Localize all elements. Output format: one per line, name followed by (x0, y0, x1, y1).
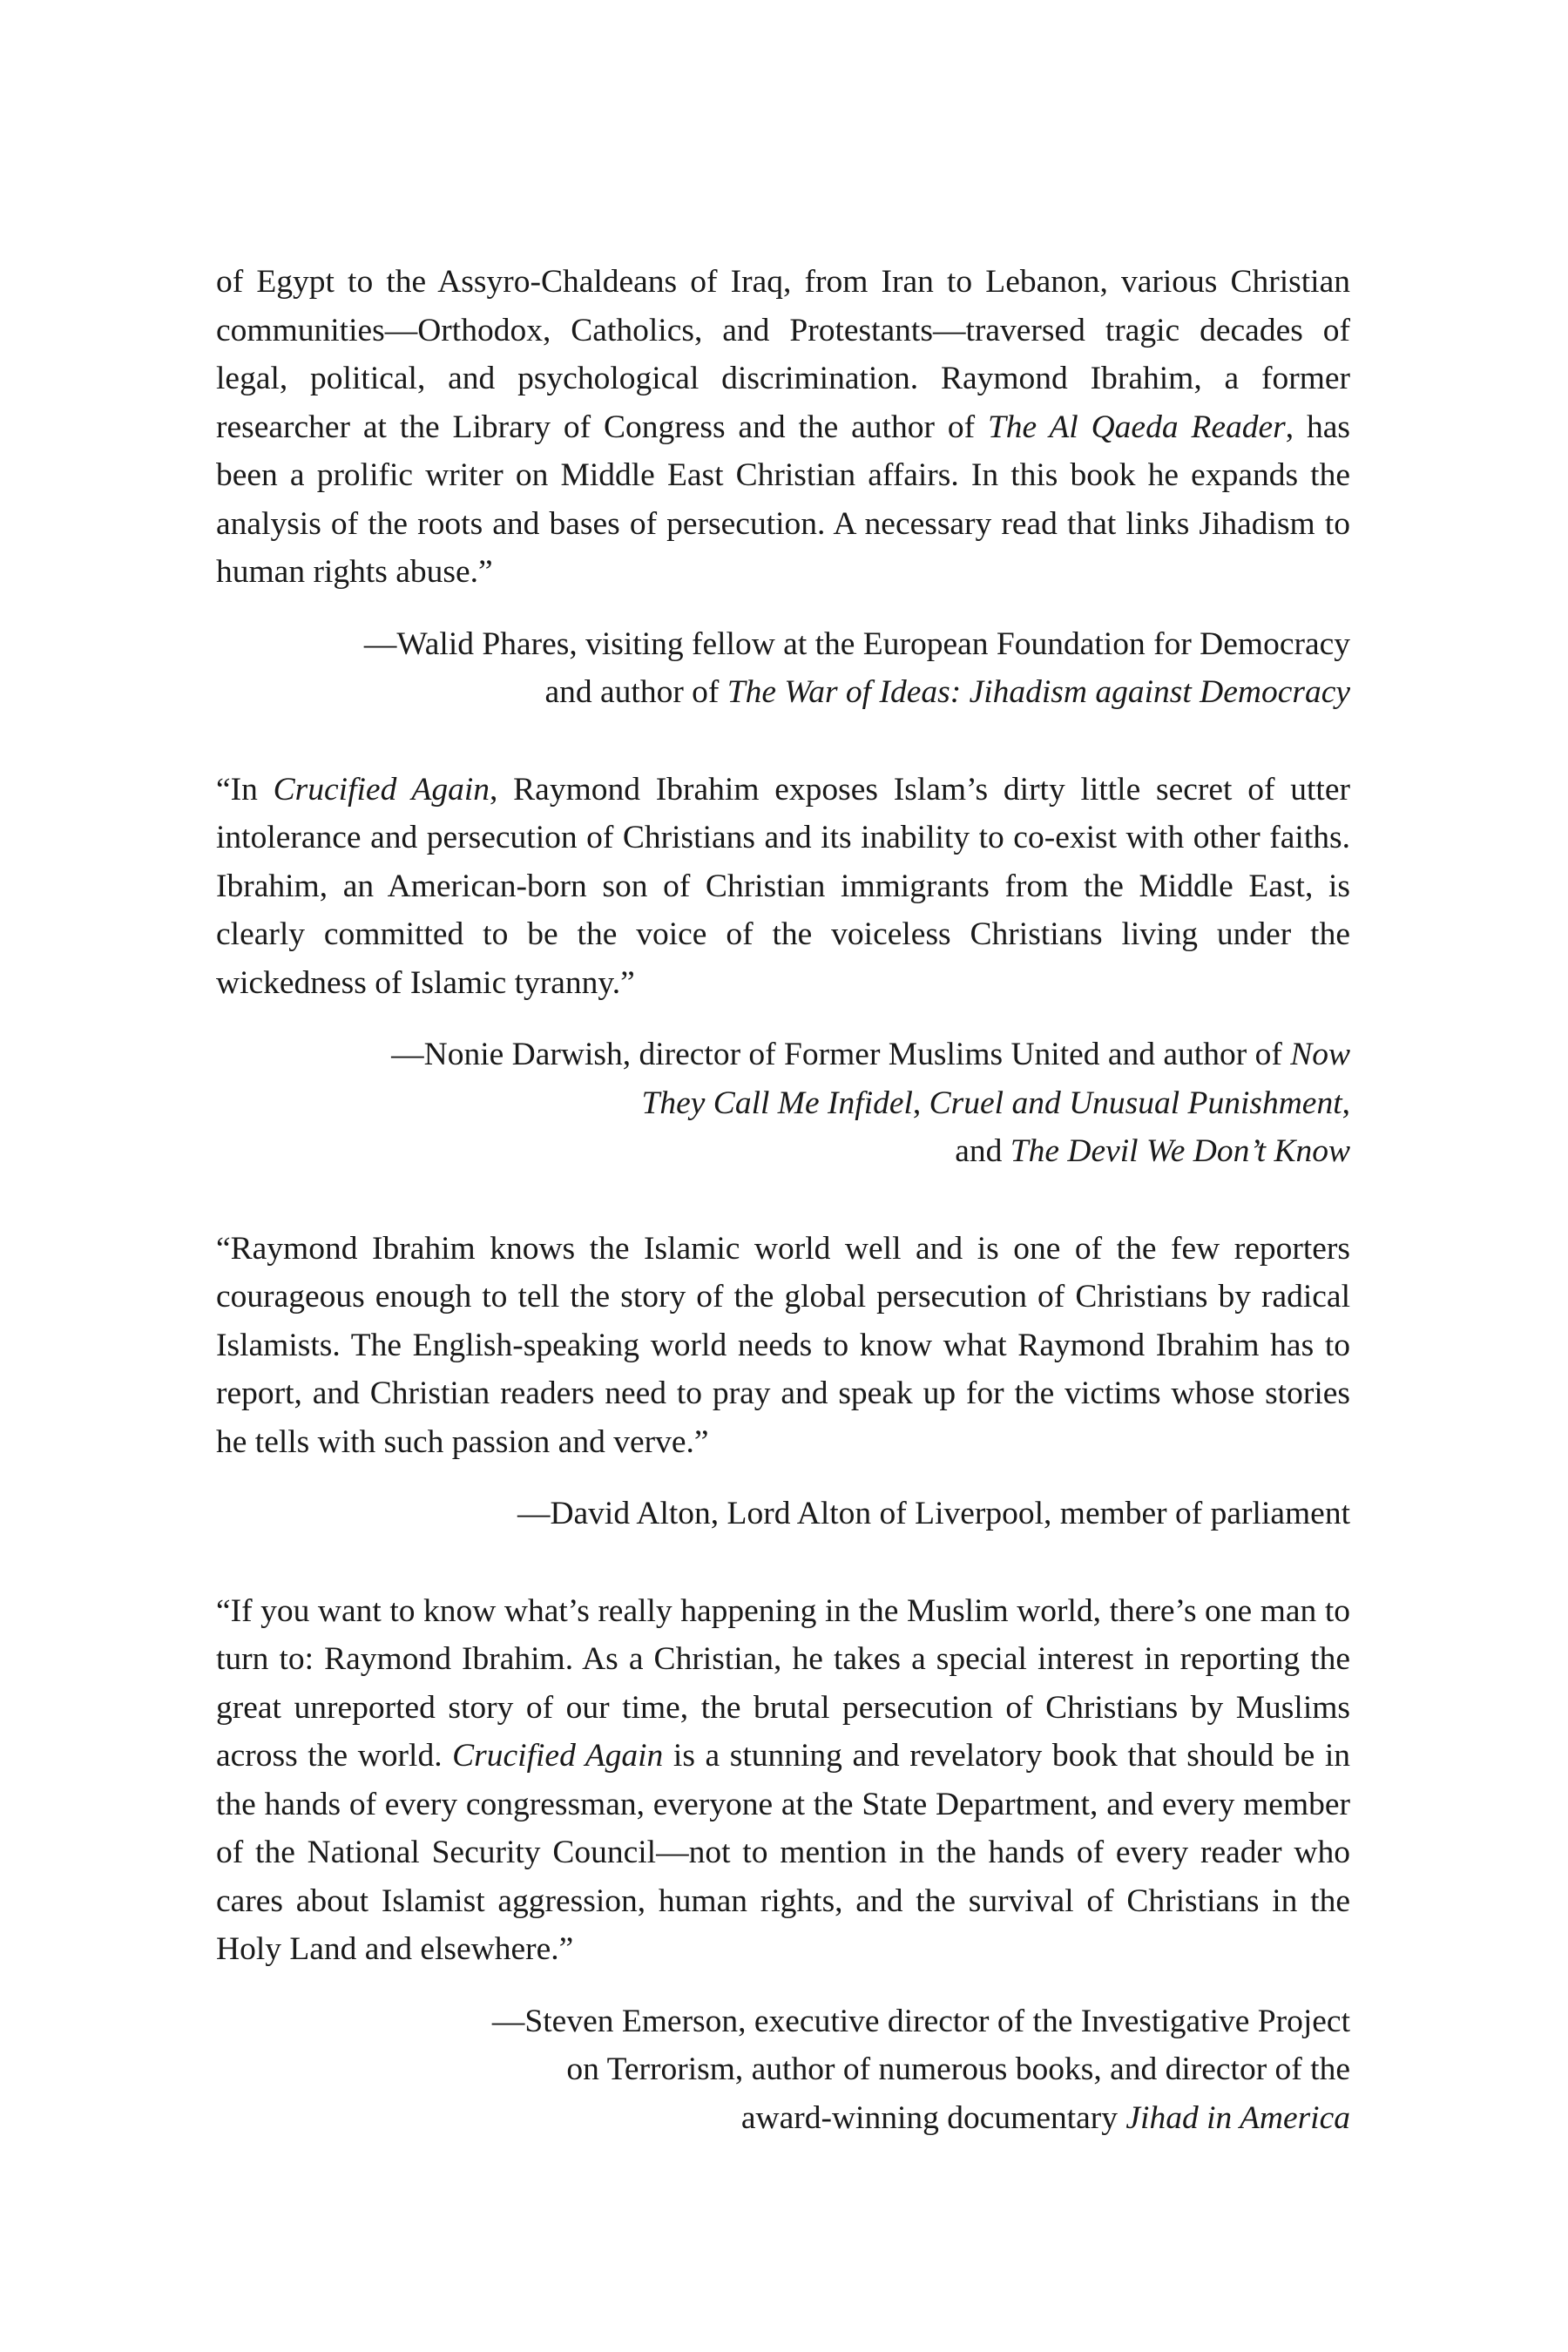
book-title: Crucified Again (452, 1738, 664, 1774)
book-title: They Call Me Infidel (641, 1085, 913, 1121)
blurb-quote-1 (216, 258, 1350, 597)
attribution-line: —Walid Phares, visiting fellow at the European Foundation for Democracy (363, 625, 1350, 662)
book-title: The War of Ideas: Jihadism against Democracy (727, 674, 1350, 710)
attribution-line: —David Alton, Lord Alton of Liverpool, member of parliament (517, 1496, 1350, 1531)
book-title: Crucified Again (273, 771, 490, 808)
attribution-line: They Call Me Infidel, Cruel and Unusual Punishment, (641, 1085, 1350, 1121)
quote-text: “In (216, 771, 274, 808)
blurb-attribution-1 (216, 620, 1350, 717)
attribution-line: award-winning documentary Jihad in America (740, 2099, 1350, 2136)
blurb-attribution-2 (216, 1031, 1350, 1176)
attribution-line: —Nonie Darwish, director of Former Muslims United and author of Now (391, 1037, 1350, 1072)
blurb-attribution-4 (216, 1997, 1350, 2143)
quote-text: , has been a prolific writer on Middle East Christian affairs. In this book he expands the analysis of the roots and bases of persecution. A necessary read that links Jihadism to human rights abuse.” (216, 409, 1350, 590)
blurbs-page (216, 258, 1350, 2142)
book-title: Now (1290, 1037, 1350, 1072)
attribution-line: and The Devil We Don’t Know (955, 1133, 1350, 1169)
blurb-quote-2 (216, 766, 1350, 1008)
book-title: The Devil We Don’t Know (1010, 1133, 1350, 1169)
quote-text: , Raymond Ibrahim exposes Islam’s dirty little secret of utter intolerance and persecution of Christians and its inability to co-exist with other faiths. Ibrahim, an American-born son of Christian immigrants from the Middle East, is clearly committed to be the voice of the voiceless Christians living under the wickedness of Islamic tyranny.” (216, 771, 1350, 1001)
book-title: Jihad in America (1125, 2099, 1350, 2136)
attribution-line: —Steven Emerson, executive director of the Investigative Project (491, 2003, 1350, 2039)
book-title: The Al Qaeda Reader (987, 409, 1286, 445)
attribution-line: on Terrorism, author of numerous books, and director of the (566, 2051, 1350, 2087)
quote-text: is a stunning and revelatory book that should be in the hands of every congressman, everyone at the State Department, and every member of the National Security Council—not to mention in the hands of every reader who cares about Islamist aggression, human rights, and the survival of Christians in the Holy Land and elsewhere.” (216, 1738, 1350, 1967)
quote-text: “Raymond Ibrahim knows the Islamic world well and is one of the few reporters courageous enough to tell the story of the global persecution of Christians by radical Islamists. The English-speaking world needs to know what Raymond Ibrahim has to report, and Christian readers need to pray and speak up for the victims whose stories he tells with such passion and verve.” (216, 1230, 1350, 1460)
book-title: Cruel and Unusual Punishment (929, 1085, 1342, 1121)
attribution-line: and author of The War of Ideas: Jihadism against Democracy (544, 674, 1350, 710)
quote-text: of Egypt to the Assyro-Chaldeans of Iraq, from Iran to Lebanon, various Christian communities—Orthodox, Catholics, and Protestants—traversed tragic decades of legal, political, and psychological discrimination. Raymond Ibrahim, a former researcher at the Library of Congress and the author of (216, 264, 1350, 445)
blurb-quote-3 (216, 1225, 1350, 1467)
quote-text: “If you want to know what’s really happening in the Muslim world, there’s one man to turn to: Raymond Ibrahim. As a Christian, he takes a special interest in reporting the great unreported story of our time, the brutal persecution of Christians by Muslims across the world. (216, 1592, 1350, 1774)
blurb-attribution-3 (216, 1490, 1350, 1538)
blurb-quote-4 (216, 1587, 1350, 1974)
